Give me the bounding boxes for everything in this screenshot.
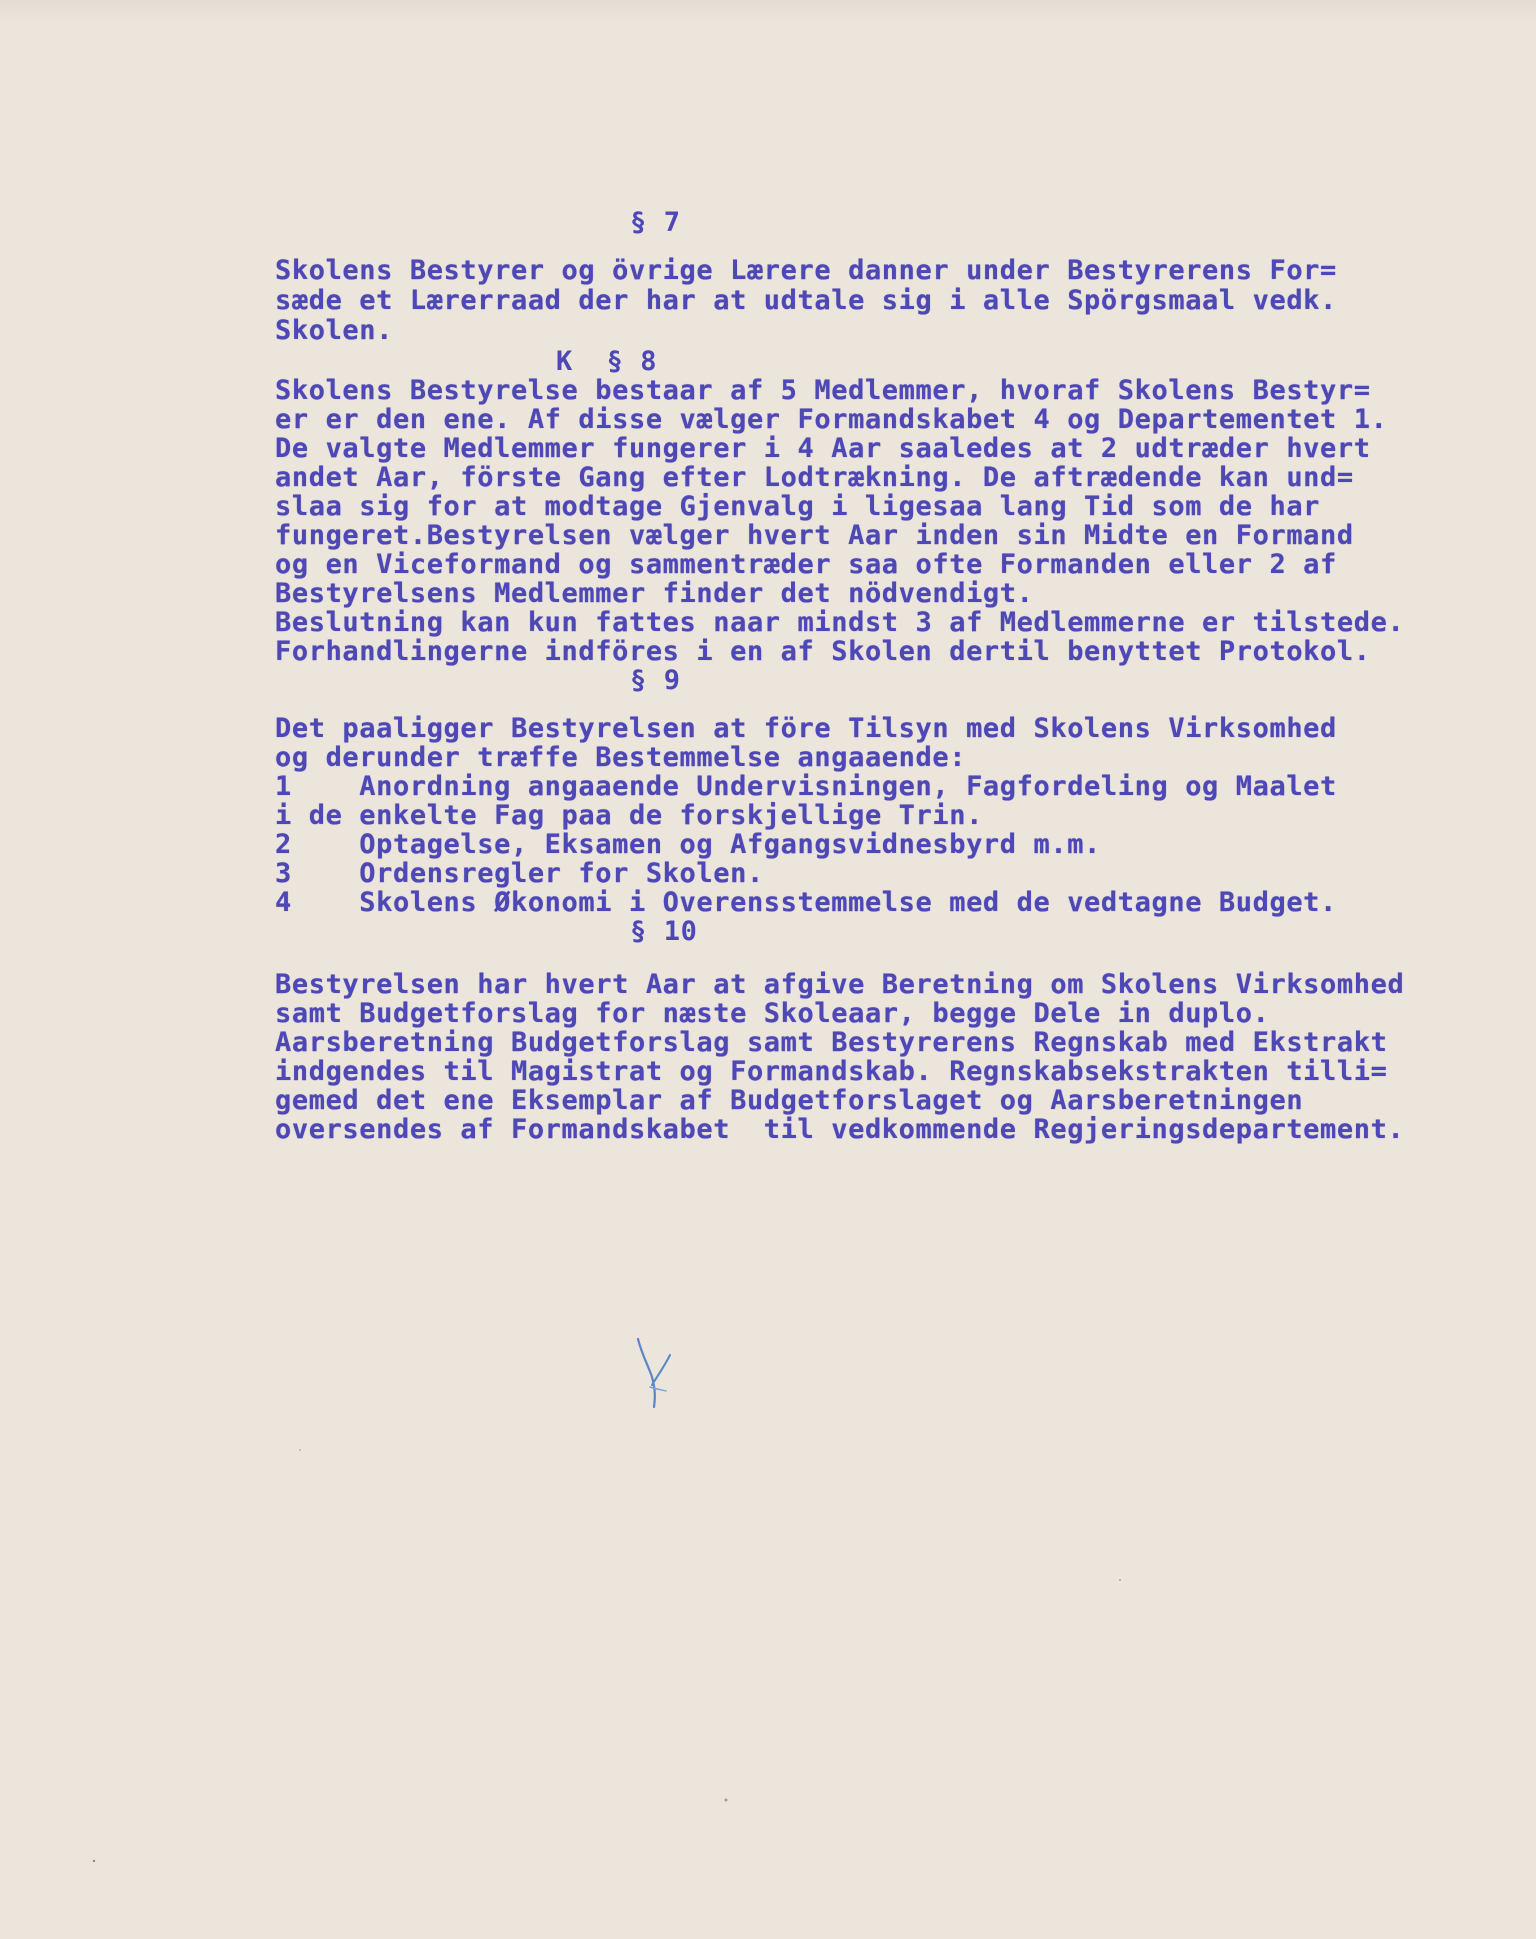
section-9-item-4: 4 Skolens Økonomi i Overensstemmelse med de vedtagne Budget. xyxy=(275,887,1337,918)
section-8-line-8: Bestyrelsens Medlemmer finder det nödvendigt. xyxy=(275,578,1034,609)
section-7-line-3: Skolen. xyxy=(275,315,393,346)
section-8-line-7: og en Viceformand og sammentræder saa ofte Formanden eller 2 af xyxy=(275,549,1337,580)
section-7-heading: § 7 xyxy=(630,207,681,238)
section-10-line-6: oversendes af Formandskabet til vedkommende Regjeringsdepartement. xyxy=(275,1114,1405,1145)
section-8-line-2: er er den ene. Af disse vælger Formandskabet 4 og Departementet 1. xyxy=(275,404,1388,435)
section-10-line-3: Aarsberetning Budgetforslag samt Bestyrerens Regnskab med Ekstrakt xyxy=(275,1027,1388,1058)
section-9-item-1: 1 Anordning angaaende Undervisningen, Fagfordeling og Maalet xyxy=(275,771,1337,802)
section-8-line-10: Forhandlingerne indföres i en af Skolen dertil benyttet Protokol. xyxy=(275,636,1371,667)
section-9-line-1: Det paaligger Bestyrelsen at före Tilsyn med Skolens Virksomhed xyxy=(275,713,1337,744)
section-8-line-6: fungeret.Bestyrelsen vælger hvert Aar inden sin Midte en Formand xyxy=(275,520,1354,551)
section-9-item-2: 2 Optagelse, Eksamen og Afgangsvidnesbyrd m.m. xyxy=(275,829,1101,860)
section-8-line-4: andet Aar, förste Gang efter Lodtrækning. De aftrædende kan und= xyxy=(275,462,1354,493)
section-8-line-1: Skolens Bestyrelse bestaar af 5 Medlemmer, hvoraf Skolens Bestyr= xyxy=(275,375,1371,406)
section-7-line-1: Skolens Bestyrer og övrige Lærere danner under Bestyrerens For= xyxy=(275,255,1337,286)
section-10-line-2: samt Budgetforslag for næste Skoleaar, begge Dele in duplo. xyxy=(275,998,1270,1029)
section-9-item-1-cont: i de enkelte Fag paa de forskjellige Trin. xyxy=(275,800,983,831)
section-7-line-2: sæde et Lærerraad der har at udtale sig i alle Spörgsmaal vedk. xyxy=(275,285,1337,316)
section-9-heading: § 9 xyxy=(630,665,681,696)
section-8-line-5: slaa sig for at modtage Gjenvalg i ligesaa lang Tid som de har xyxy=(275,491,1321,522)
section-8-line-3: De valgte Medlemmer fungerer i 4 Aar saaledes at 2 udtræder hvert xyxy=(275,433,1371,464)
section-9-line-2: og derunder træffe Bestemmelse angaaende: xyxy=(275,742,967,773)
section-10-heading: § 10 xyxy=(630,916,698,947)
section-10-line-5: gemed det ene Eksemplar af Budgetforslaget og Aarsberetningen xyxy=(275,1085,1304,1116)
section-10-line-1: Bestyrelsen har hvert Aar at afgive Beretning om Skolens Virksomhed xyxy=(275,969,1405,1000)
section-9-item-3: 3 Ordensregler for Skolen. xyxy=(275,858,764,889)
section-8-line-9: Beslutning kan kun fattes naar mindst 3 af Medlemmerne er tilstede. xyxy=(275,607,1405,638)
section-10-line-4: indgendes til Magistrat og Formandskab. Regnskabsekstrakten tilli= xyxy=(275,1056,1388,1087)
section-8-heading: K § 8 xyxy=(556,346,658,377)
